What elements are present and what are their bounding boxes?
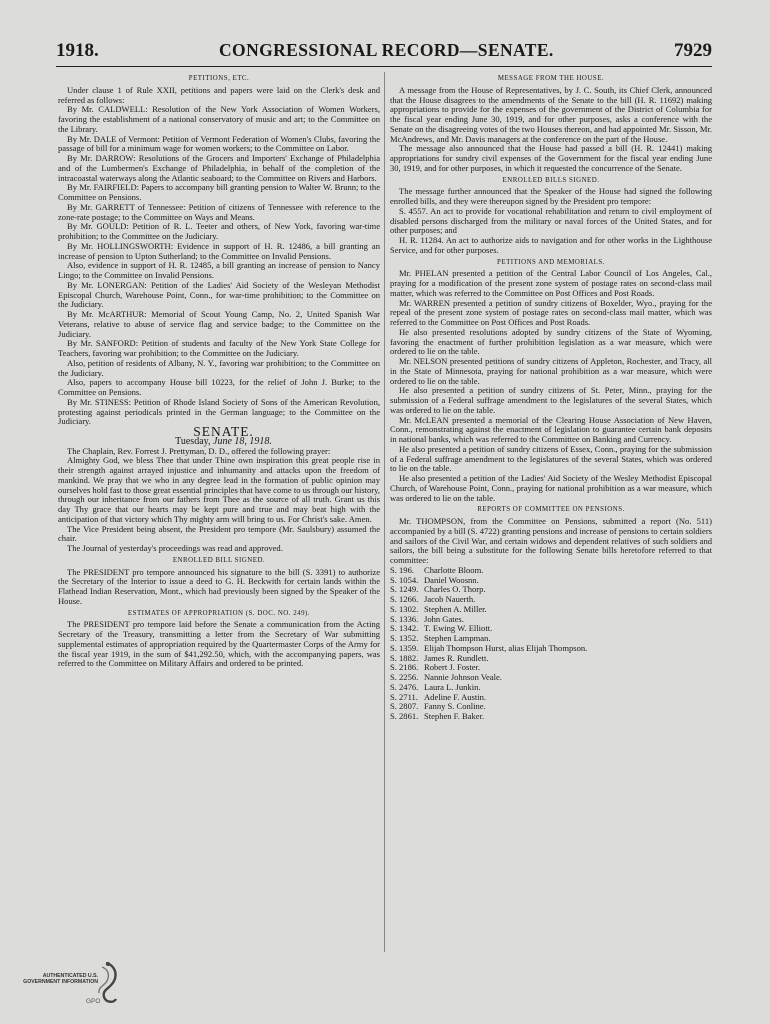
bill-number: S. 2186. bbox=[390, 662, 419, 673]
petition-paragraph: Mr. McLEAN presented a memorial of the Clearing House Association of New Haven, Conn., remonstrating against the enactment of legislation to guarantee certain bank deposits in national banks, which was referred to the Committee on Banking and Currency. bbox=[390, 414, 712, 444]
petition-paragraph: Mr. NELSON presented petitions of sundry citizens of Appleton, Rochester, and Tracy, all in the State of Minnesota, praying for national prohibition as a war measure, which were ordered to lie on the table. bbox=[390, 356, 712, 386]
message-section bbox=[390, 86, 712, 174]
bill-number: S. 1302. bbox=[390, 603, 419, 614]
petition-paragraph: By Mr. DARROW: Resolutions of the Grocers and Importers' Exchange of Philadelphia and of the Lumbermen's Exchange of Philadelphia, in behalf of the completion of the intracoastal waterways along the Atlantic seaboard; to the Committee on Rivers and Harbors. bbox=[58, 153, 380, 183]
bill-number: S. 1054. bbox=[390, 574, 419, 585]
estimates-heading: ESTIMATES OF APPROPRIATION (S. DOC. NO. 249). bbox=[127, 609, 311, 617]
senate-bills-list bbox=[390, 566, 712, 722]
session-date-prefix: Tuesday, bbox=[175, 435, 211, 447]
bill-beneficiary: Charles O. Thorp. bbox=[424, 584, 486, 595]
bill-number: S. 1336. bbox=[390, 613, 419, 624]
petition-paragraph: He also presented resolutions adopted by sundry citizens of the State of Wyoming, favoring the enactment of further prohibition legislation as a war measure, which were ordered to lie on the table. bbox=[390, 326, 712, 357]
bill-beneficiary: Laura L. Junkin. bbox=[424, 681, 481, 692]
bill-beneficiary: T. Ewing W. Elliott. bbox=[424, 623, 493, 634]
petitions-memorials-heading: PETITIONS AND MEMORIALS. bbox=[497, 258, 605, 266]
gpo-authentication-logo bbox=[22, 955, 132, 1015]
header-page-number: 7929 bbox=[673, 40, 712, 61]
enrolled-bill-heading: ENROLLED BILL SIGNED. bbox=[172, 556, 266, 564]
petition-paragraph: By Mr. LONERGAN: Petition of the Ladies' Aid Society of the Wesleyan Methodist Episcopal Church, Warehouse Point, Conn., for war-time prohibition; to the Committee on the Judiciary. bbox=[58, 279, 380, 310]
right-column bbox=[390, 72, 712, 722]
petitions-list bbox=[58, 86, 380, 427]
bill-beneficiary: Fanny S. Conline. bbox=[424, 701, 486, 712]
petition-paragraph: He also presented a petition of the Ladies' Aid Society of the Wesley Methodist Episcopal Church, of Warehouse Point, Conn., praying for national prohibition as a war measure, which was ordered to lie on the table. bbox=[390, 473, 712, 503]
enrolled-bills-heading: ENROLLED BILLS SIGNED. bbox=[502, 176, 600, 184]
bill-number: S. 2807. bbox=[390, 701, 419, 712]
bill-beneficiary: John Gates. bbox=[424, 613, 464, 624]
gpo-eagle-icon bbox=[22, 955, 132, 1015]
bill-beneficiary: Daniel Woosnn. bbox=[424, 574, 479, 585]
prayer-section bbox=[58, 447, 380, 554]
petition-paragraph: By Mr. STINESS: Petition of Rhode Island Society of Sons of the American Revolution, protesting against periodicals printed in the German language; to the Committee on the Judiciary. bbox=[58, 396, 380, 427]
petition-paragraph: Mr. PHELAN presented a petition of the Central Labor Council of Los Angeles, Cal., praying for a modification of the present zone system of postage rates on second-class mail matter, which was referred to the Committee on Post Offices and Post Roads. bbox=[390, 268, 712, 298]
petition-paragraph: By Mr. DALE of Vermont: Petition of Vermont Federation of Women's Clubs, favoring the passage of bill for a minimum wage for women workers; to the Committee on Labor. bbox=[58, 133, 380, 154]
petition-paragraph: By Mr. FAIRFIELD: Papers to accompany bill granting pension to Walter W. Brunn; to the Committee on Pensions. bbox=[58, 182, 380, 202]
enrolled-paragraph: H. R. 11284. An act to authorize aids to navigation and for other works in the Lighthouse Service, and for other purposes. bbox=[390, 235, 712, 255]
bill-beneficiary: Charlotte Bloom. bbox=[424, 564, 484, 575]
petition-paragraph: Mr. WARREN presented a petition of sundry citizens of Boxelder, Wyo., praying for the repeal of the present zone system of postage rates on second-class mail matter, which was referred to the Committee on Post Offices and Post Roads. bbox=[390, 297, 712, 327]
bill-beneficiary: Stephen F. Baker. bbox=[424, 711, 485, 721]
message-paragraph: The message also announced that the House had passed a bill (H. R. 12441) making appropriations for sundry civil expenses of the Government for the fiscal year ending June 30, 1919, and for other purposes, in which it requested the concurrence of the Senate. bbox=[390, 143, 712, 173]
bill-number: S. 2476. bbox=[390, 681, 419, 692]
bill-beneficiary: James R. Rundlett. bbox=[424, 652, 489, 663]
prayer-paragraph: The Chaplain, Rev. Forrest J. Prettyman, D. D., offered the following prayer: bbox=[67, 445, 331, 456]
page-header bbox=[56, 40, 712, 68]
enrolled-paragraph: S. 4557. An act to provide for vocational rehabilitation and return to civil employment of disabled persons discharged from the military or naval forces of the United States, and for other purposes; and bbox=[390, 205, 712, 236]
reports-heading: REPORTS OF COMMITTEE ON PENSIONS. bbox=[477, 506, 625, 514]
bill-number: S. 1266. bbox=[390, 594, 419, 604]
enrolled-bill-text: The PRESIDENT pro tempore announced his signature to the bill (S. 3391) to authorize the Secretary of the Interior to issue a deed to G. H. Beckwith for certain lands within the Flathead Indian Reservation, Mont., which had previously been signed by the Speaker of the House. bbox=[58, 566, 380, 606]
message-paragraph: A message from the House of Representatives, by J. C. South, its Chief Clerk, announced that the House disagrees to the amendments of the Senate to the bill (H. R. 11692) making appropriations to provide for the expenses of the government of the District of Columbia for the fiscal year ending June 30, 1919, and for other purposes, asks a conference with the Senate on the disagreeing votes of the two Houses thereon, and had appointed Mr. Sisson, Mr. McAndrews, and Mr. Davis managers at the conference on the part of the House. bbox=[390, 84, 712, 144]
bill-beneficiary: Stephen A. Miller. bbox=[424, 603, 487, 614]
petitions-memorials-section bbox=[390, 269, 712, 503]
petition-paragraph: Under clause 1 of Rule XXII, petitions and papers were laid on the Clerk's desk and referred as follows: bbox=[58, 84, 380, 105]
petition-paragraph: By Mr. CALDWELL: Resolution of the New York Association of Women Workers, favoring the establishment of a national conservatory of music and art; to the Committee on the Library. bbox=[58, 104, 380, 134]
prayer-paragraph: The Vice President being absent, the President pro tempore (Mr. Saulsbury) assumed the chair. bbox=[58, 523, 380, 544]
prayer-paragraph: The Journal of yesterday's proceedings was read and approved. bbox=[67, 543, 283, 553]
bill-number: S. 2711. bbox=[390, 691, 418, 702]
estimates-text: The PRESIDENT pro tempore laid before the Senate a communication from the Acting Secretary of the Treasury, transmitting a letter from the Secretary of War submitting supplemental estimates of appropriation required by the Quartermaster Corps of the Army for the fiscal year 1919, in the sum of $41,292.50, which, with the accompanying papers, was referred to the Committee on Military Affairs and ordered to be printed. bbox=[58, 619, 380, 669]
bill-number: S. 2861. bbox=[390, 711, 419, 721]
bill-list-item bbox=[390, 712, 712, 722]
petition-paragraph: He also presented a petition of sundry citizens of St. Peter, Minn., praying for the submission of a Federal suffrage amendment to the legislatures of the several States, which was ordered to lie on the table. bbox=[390, 385, 712, 415]
bill-number: S. 1352. bbox=[390, 633, 419, 643]
header-year: 1918. bbox=[56, 40, 99, 61]
petition-paragraph: By Mr. McARTHUR: Memorial of Scout Young Camp, No. 2, United Spanish War Veterans, relative to abuse of service flag and service badge; to the Committee on the Judiciary. bbox=[58, 309, 380, 339]
column-divider bbox=[384, 72, 385, 952]
bill-beneficiary: Elijah Thompson Hurst, alias Elijah Thompson. bbox=[424, 642, 588, 653]
bill-beneficiary: Jacob Nauerth. bbox=[424, 594, 476, 604]
petition-paragraph: Also, petition of residents of Albany, N. Y., favoring war prohibition; to the Committee on the Judiciary. bbox=[58, 357, 380, 378]
bill-beneficiary: Nannie Johnson Veale. bbox=[424, 672, 502, 682]
petition-paragraph: By Mr. SANFORD: Petition of students and faculty of the New York State College for Teachers, favoring war prohibition; to the Committee on the Judiciary. bbox=[58, 338, 380, 358]
petition-paragraph: By Mr. HOLLINGSWORTH: Evidence in support of H. R. 12486, a bill granting an increase of pension to Upton Sutherland; to the Committee on Invalid Pensions. bbox=[58, 240, 380, 261]
senate-heading: SENATE. bbox=[193, 424, 254, 439]
petitions-heading: PETITIONS, ETC. bbox=[188, 75, 250, 82]
bill-number: S. 2256. bbox=[390, 672, 419, 682]
prayer-paragraph: Almighty God, we bless Thee that under Thine own inspiration this great people rise in their strength against arrayed injustice and inhumanity and attacks upon the freedom of mankind. We pray that we who in any degree lead in the formation of public opinion may ourselves hold fast to those great essential principles that have come to us through our history, through our inheritance from our fathers from Thee as the source of all truth. Grant us this day Thy grace that our hearts may be kept pure and true and may beat high with the anticipation of that victory which Thy mighty arm will bring to us. For Christ's sake. Amen. bbox=[58, 455, 380, 524]
petition-paragraph: By Mr. GARRETT of Tennessee: Petition of citizens of Tennessee with reference to the zone-rate postage; to the Committee on Ways and Means. bbox=[58, 201, 380, 222]
gpo-logo-mark: GPO bbox=[86, 998, 101, 1005]
header-rule bbox=[56, 66, 712, 67]
session-date-value: June 18, 1918. bbox=[213, 435, 272, 447]
petition-paragraph: By Mr. GOULD: Petition of R. L. Teeter and others, of New York, favoring war-time prohibition; to the Committee on the Judiciary. bbox=[58, 221, 380, 241]
gpo-logo-text: AUTHENTICATED U.S. GOVERNMENT INFORMATION bbox=[23, 973, 98, 985]
bill-number: S. 1359. bbox=[390, 642, 419, 653]
message-heading: MESSAGE FROM THE HOUSE. bbox=[497, 75, 605, 82]
bill-number: S. 1342. bbox=[390, 623, 419, 634]
bill-beneficiary: Stephen Lampman. bbox=[424, 633, 491, 643]
bill-number: S. 196. bbox=[390, 564, 414, 575]
header-title: CONGRESSIONAL RECORD—SENATE. bbox=[219, 40, 554, 60]
reports-text: Mr. THOMPSON, from the Committee on Pensions, submitted a report (No. 511) accompanied by a bill (S. 4722) granting pensions and increase of pensions to certain soldiers and sailors of the Civil War, and certain widows and dependent relatives of such soldiers and sailors, the bill being a substitute for the following Senate bills heretofore referred to that committee: bbox=[390, 516, 712, 565]
bill-number: S. 1882. bbox=[390, 652, 419, 663]
petition-paragraph: He also presented a petition of sundry citizens of Essex, Conn., praying for the submission of a Federal suffrage amendment to the legislatures of the several States, which was ordered to lie on the table. bbox=[390, 443, 712, 474]
enrolled-bills-section bbox=[390, 187, 712, 255]
bill-number: S. 1249. bbox=[390, 584, 419, 595]
left-column bbox=[58, 72, 380, 669]
bill-beneficiary: Robert J. Foster. bbox=[424, 662, 481, 673]
petition-paragraph: Also, evidence in support of H. R. 12485, a bill granting an increase of pension to Nancy Lingo; to the Committee on Invalid Pensions. bbox=[58, 260, 380, 280]
petition-paragraph: Also, papers to accompany House bill 10223, for the relief of John J. Burke; to the Committee on Pensions. bbox=[58, 377, 380, 397]
bill-beneficiary: Adeline F. Austin. bbox=[424, 691, 486, 702]
enrolled-paragraph: The message further announced that the Speaker of the House had signed the following enrolled bills, and they were thereupon signed by the President pro tempore: bbox=[390, 186, 712, 206]
